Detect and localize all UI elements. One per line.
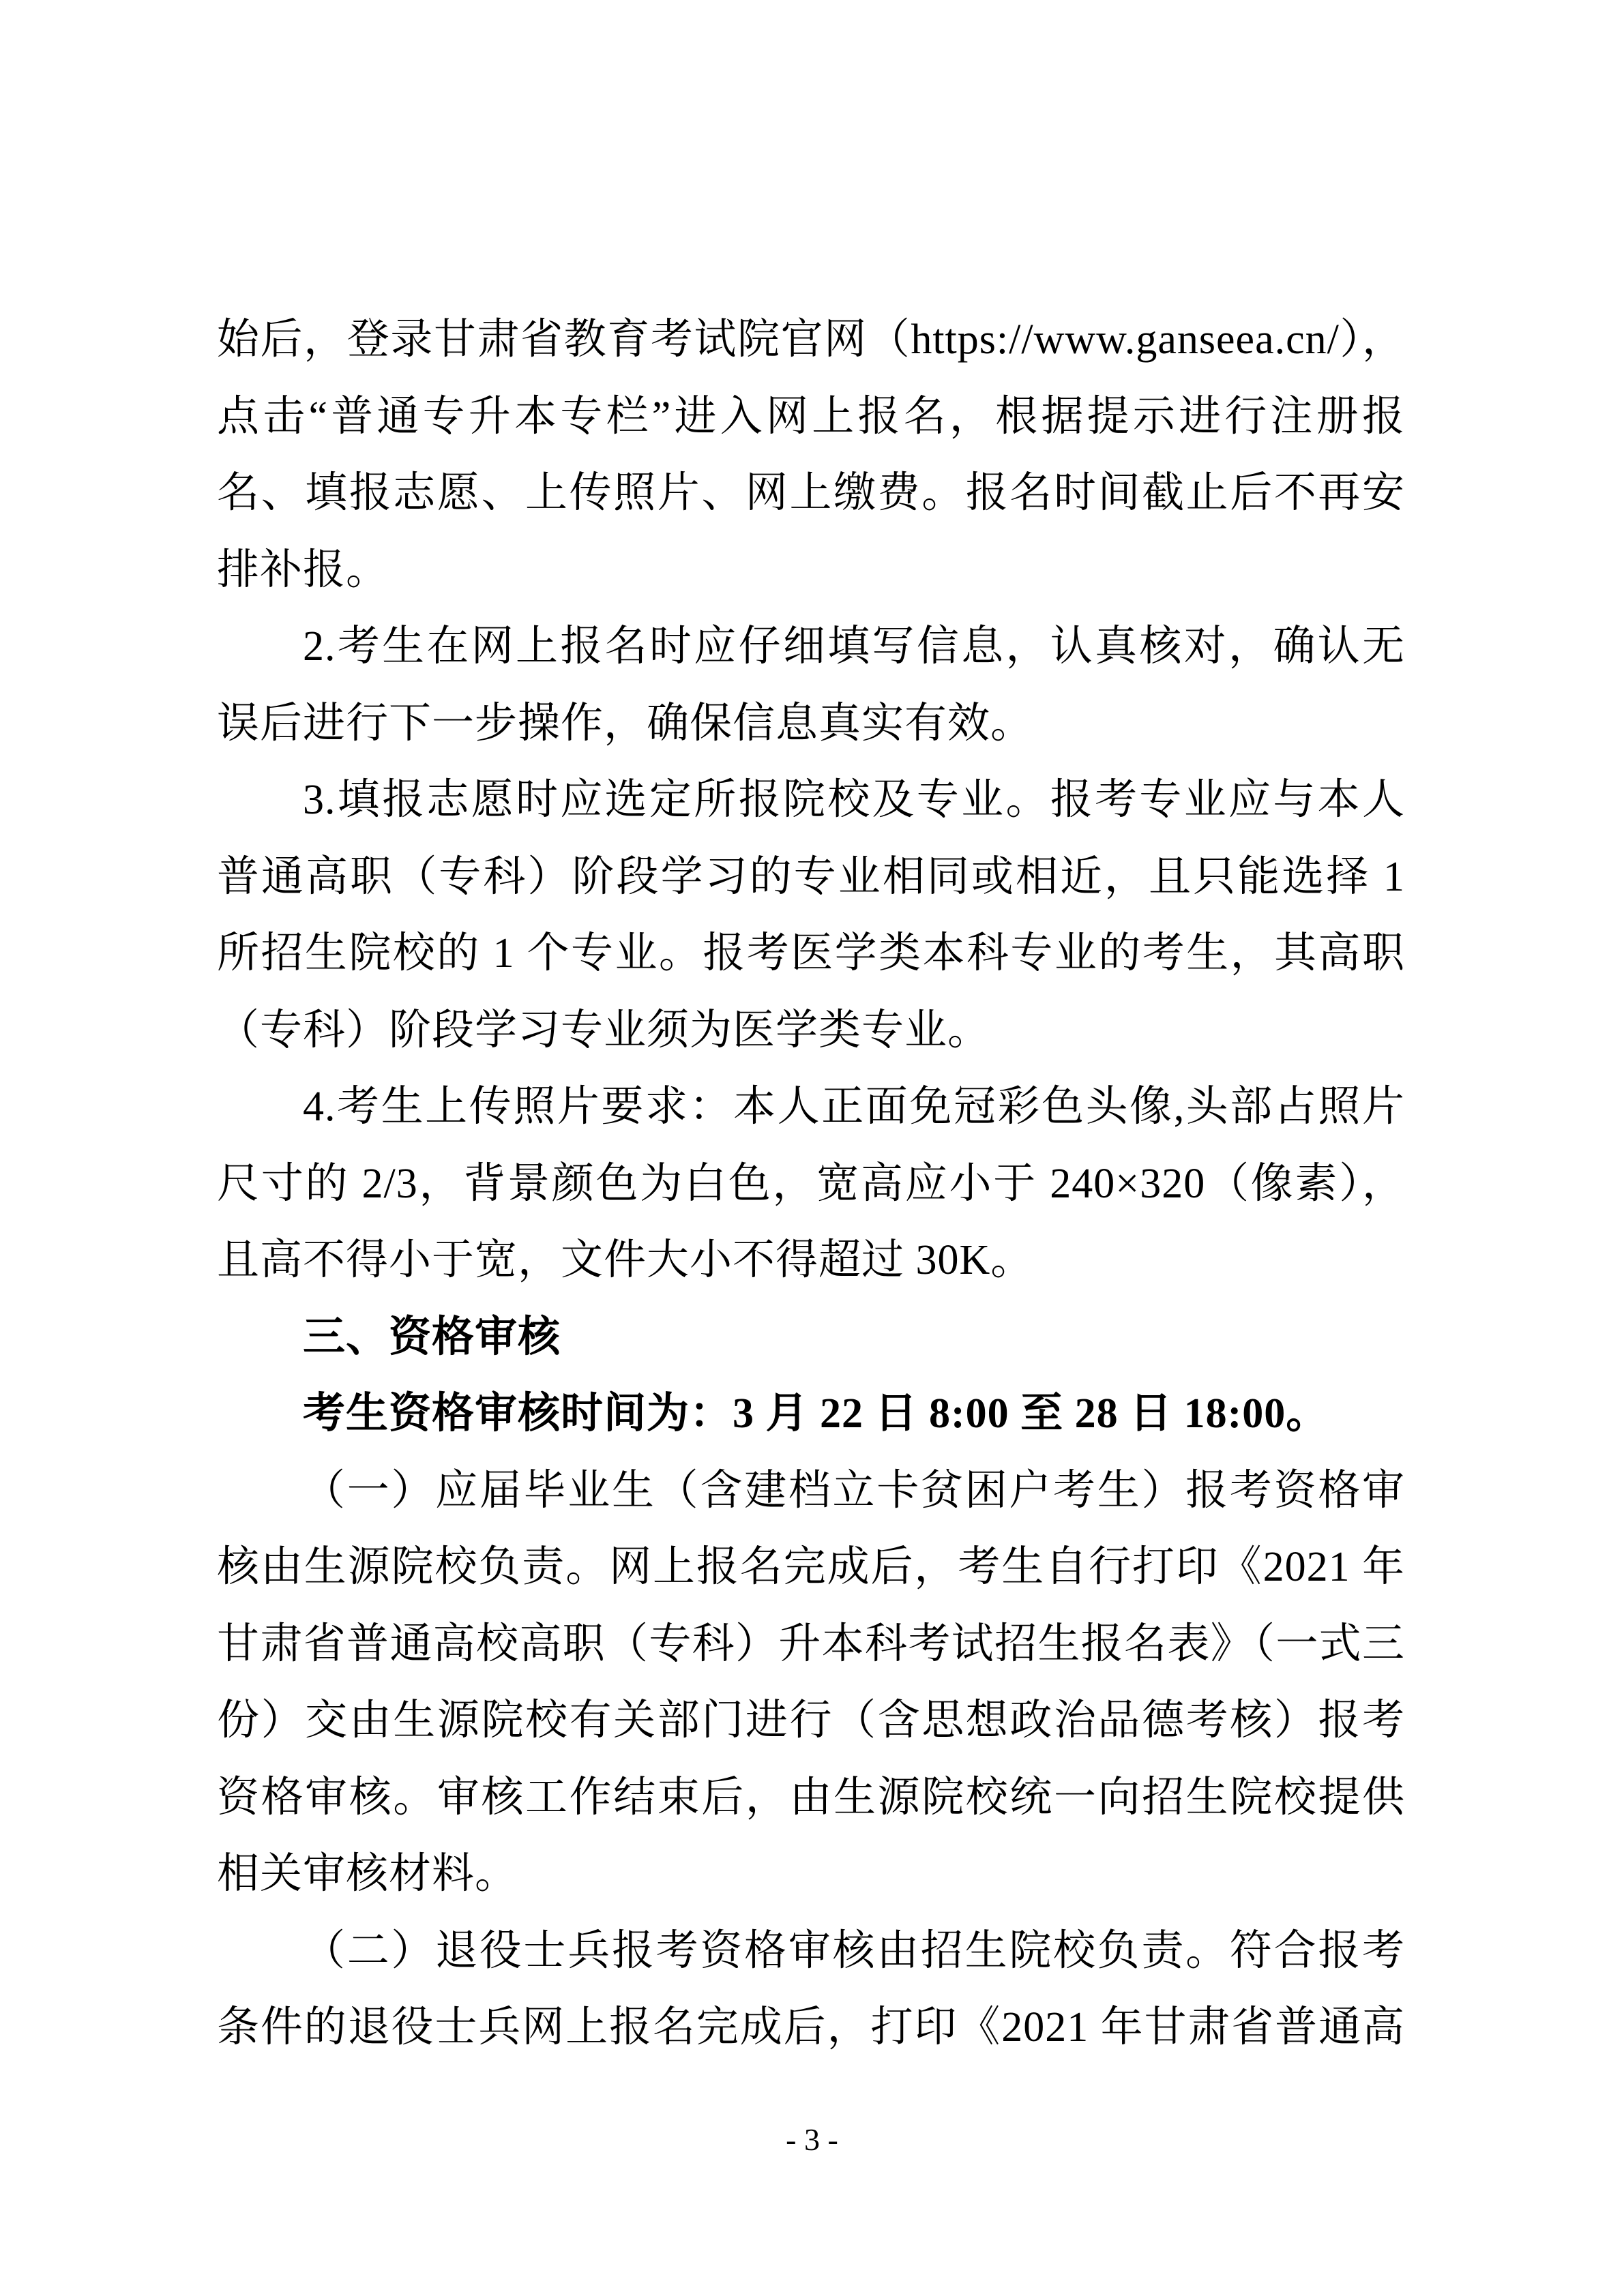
text-line: 始后，登录甘肃省教育考试院官网（https://www.ganseea.cn/）， [217,316,1405,363]
text-line: 普通高职（专科）阶段学习的专业相同或相近，且只能选择 1 [217,853,1405,900]
text-line: 份）交由生源院校有关部门进行（含思想政治品德考核）报考 [217,1697,1405,1744]
text-line: 甘肃省普通高校高职（专科）升本科考试招生报名表》（一式三 [217,1620,1405,1667]
page-number: - 3 - [786,2122,838,2157]
text-line: 点击“普通专升本专栏”进入网上报名，根据提示进行注册报 [217,393,1405,440]
text-line: 且高不得小于宽，文件大小不得超过 30K。 [217,1237,1034,1283]
document-body [217,301,1405,2066]
text-line: 名、填报志愿、上传照片、网上缴费。报名时间截止后不再安 [217,470,1405,516]
text-line: 尺寸的 2/3，背景颜色为白色，宽高应小于 240×320（像素）， [217,1160,1405,1207]
text-line: 相关审核材料。 [217,1851,518,1897]
text-line: （一）应届毕业生（含建档立卡贫困户考生）报考资格审 [303,1467,1405,1514]
text-line: 所招生院校的 1 个专业。报考医学类本科专业的考生，其高职 [217,930,1405,976]
text-line: 核由生源院校负责。网上报名完成后，考生自行打印《2021 年 [217,1544,1405,1590]
text-line: 考生资格审核时间为：3 月 22 日 8:00 至 28 日 18:00。 [303,1390,1329,1437]
text-line: 4.考生上传照片要求：本人正面免冠彩色头像,头部占照片 [303,1084,1405,1130]
text-line: 排补报。 [217,546,389,593]
text-line: 资格审核。审核工作结束后，由生源院校统一向招生院校提供 [217,1774,1405,1821]
text-line: 误后进行下一步操作，确保信息真实有效。 [217,700,1034,747]
section-heading: 三、资格审核 [303,1313,561,1360]
text-line: （专科）阶段学习专业须为医学类专业。 [217,1007,991,1054]
text-line: （二）退役士兵报考资格审核由招生院校负责。符合报考 [303,1927,1405,1974]
text-line: 3.填报志愿时应选定所报院校及专业。报考专业应与本人 [303,777,1405,823]
text-line: 条件的退役士兵网上报名完成后，打印《2021 年甘肃省普通高 [217,2004,1405,2051]
text-line: 2.考生在网上报名时应仔细填写信息，认真核对，确认无 [303,623,1405,670]
